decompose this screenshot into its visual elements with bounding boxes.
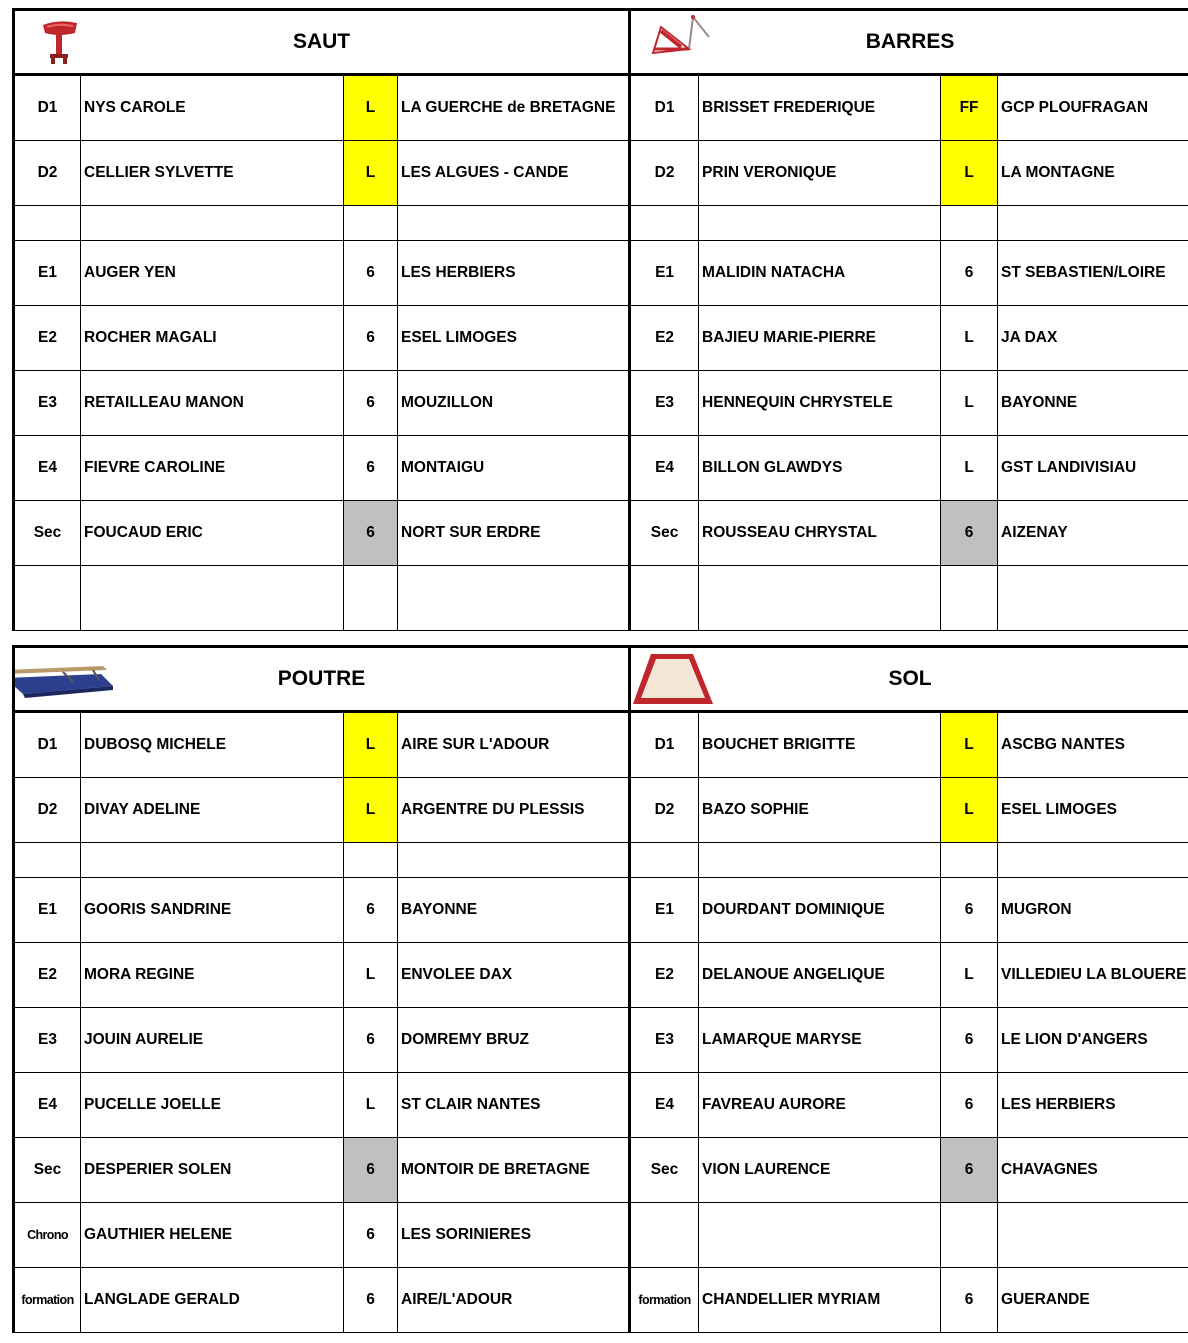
saut-level-cell: 6 — [344, 241, 398, 306]
poutre-name-cell: GOORIS SANDRINE — [81, 878, 344, 943]
saut-code-cell: E3 — [14, 371, 81, 436]
saut-name-cell — [81, 566, 344, 631]
poutre-level-cell: 6 — [344, 1268, 398, 1333]
judge-row — [14, 1073, 1188, 1138]
sol-name-cell: VION LAURENCE — [699, 1138, 941, 1203]
sol-name-cell: LAMARQUE MARYSE — [699, 1008, 941, 1073]
sol-club-cell: MUGRON — [998, 878, 1188, 943]
saut-club-cell — [398, 566, 630, 631]
poutre-level-cell: 6 — [344, 1138, 398, 1203]
barres-level-cell: 6 — [941, 241, 998, 306]
sol-code-cell — [630, 843, 699, 878]
judge-row — [14, 206, 1188, 241]
saut-name-cell: RETAILLEAU MANON — [81, 371, 344, 436]
sol-level-cell: 6 — [941, 1073, 998, 1138]
poutre-header — [14, 647, 630, 712]
barres-name-cell: PRIN VERONIQUE — [699, 141, 941, 206]
saut-club-cell: NORT SUR ERDRE — [398, 501, 630, 566]
saut-club-cell: ESEL LIMOGES — [398, 306, 630, 371]
sol-code-cell: E1 — [630, 878, 699, 943]
barres-club-cell — [998, 566, 1188, 631]
barres-club-cell — [998, 206, 1188, 241]
saut-code-cell — [14, 206, 81, 241]
poutre-code-cell — [14, 843, 81, 878]
poutre-level-cell: L — [344, 712, 398, 778]
top-table — [12, 8, 1188, 631]
judge-row — [14, 75, 1188, 141]
poutre-level-cell: 6 — [344, 878, 398, 943]
sol-level-cell: 6 — [941, 1008, 998, 1073]
sol-club-cell: LES HERBIERS — [998, 1073, 1188, 1138]
vault-table-icon — [39, 15, 81, 71]
top-block — [12, 8, 1188, 631]
saut-name-cell: CELLIER SYLVETTE — [81, 141, 344, 206]
barres-name-cell: MALIDIN NATACHA — [699, 241, 941, 306]
barres-club-cell: BAYONNE — [998, 371, 1188, 436]
poutre-code-cell: E3 — [14, 1008, 81, 1073]
judge-row — [14, 843, 1188, 878]
sol-code-cell: E3 — [630, 1008, 699, 1073]
barres-code-cell: E2 — [630, 306, 699, 371]
barres-name-cell: HENNEQUIN CHRYSTELE — [699, 371, 941, 436]
poutre-club-cell: AIRE/L'ADOUR — [398, 1268, 630, 1333]
poutre-title: POUTRE — [277, 667, 366, 690]
sol-level-cell: 6 — [941, 1138, 998, 1203]
barres-club-cell: GCP PLOUFRAGAN — [998, 75, 1188, 141]
barres-name-cell — [699, 566, 941, 631]
judge-row — [14, 141, 1188, 206]
saut-code-cell: Sec — [14, 501, 81, 566]
poutre-code-cell: D2 — [14, 778, 81, 843]
saut-code-cell: E1 — [14, 241, 81, 306]
saut-name-cell: AUGER YEN — [81, 241, 344, 306]
sol-club-cell: ASCBG NANTES — [998, 712, 1188, 778]
judge-row — [14, 566, 1188, 631]
judge-row — [14, 878, 1188, 943]
saut-name-cell: FIEVRE CAROLINE — [81, 436, 344, 501]
sol-club-cell: GUERANDE — [998, 1268, 1188, 1333]
sol-name-cell: DOURDANT DOMINIQUE — [699, 878, 941, 943]
floor-mat-icon — [631, 650, 717, 712]
poutre-level-cell: L — [344, 943, 398, 1008]
barres-club-cell: JA DAX — [998, 306, 1188, 371]
sol-club-cell — [998, 843, 1188, 878]
barres-code-cell — [630, 566, 699, 631]
top-header-row — [14, 10, 1188, 75]
barres-level-cell: L — [941, 306, 998, 371]
sol-name-cell — [699, 843, 941, 878]
judge-row — [14, 1268, 1188, 1333]
poutre-level-cell: 6 — [344, 1008, 398, 1073]
judge-row — [14, 778, 1188, 843]
barres-title: BARRES — [865, 30, 955, 53]
poutre-code-cell: Sec — [14, 1138, 81, 1203]
poutre-name-cell: DUBOSQ MICHELE — [81, 712, 344, 778]
barres-name-cell: BILLON GLAWDYS — [699, 436, 941, 501]
barres-level-cell — [941, 566, 998, 631]
poutre-club-cell: DOMREMY BRUZ — [398, 1008, 630, 1073]
barres-code-cell: D1 — [630, 75, 699, 141]
barres-name-cell — [699, 206, 941, 241]
poutre-code-cell: D1 — [14, 712, 81, 778]
saut-level-cell: 6 — [344, 436, 398, 501]
poutre-name-cell: GAUTHIER HELENE — [81, 1203, 344, 1268]
sol-name-cell: CHANDELLIER MYRIAM — [699, 1268, 941, 1333]
saut-club-cell: MOUZILLON — [398, 371, 630, 436]
judge-row — [14, 943, 1188, 1008]
balance-beam-icon — [14, 660, 116, 704]
sol-header — [630, 647, 1188, 712]
barres-code-cell — [630, 206, 699, 241]
barres-level-cell: L — [941, 371, 998, 436]
sol-name-cell: DELANOUE ANGELIQUE — [699, 943, 941, 1008]
barres-level-cell: 6 — [941, 501, 998, 566]
poutre-code-cell: E4 — [14, 1073, 81, 1138]
poutre-code-cell: E2 — [14, 943, 81, 1008]
poutre-code-cell: Chrono — [14, 1203, 81, 1268]
barres-club-cell: ST SEBASTIEN/LOIRE — [998, 241, 1188, 306]
barres-header — [630, 10, 1188, 75]
saut-level-cell: L — [344, 75, 398, 141]
poutre-code-cell: E1 — [14, 878, 81, 943]
poutre-club-cell — [398, 843, 630, 878]
barres-code-cell: D2 — [630, 141, 699, 206]
barres-level-cell — [941, 206, 998, 241]
uneven-bars-icon — [649, 13, 713, 63]
saut-code-cell — [14, 566, 81, 631]
judge-row — [14, 436, 1188, 501]
saut-title: SAUT — [292, 30, 351, 53]
sol-club-cell: LE LION D'ANGERS — [998, 1008, 1188, 1073]
saut-club-cell: LA GUERCHE de BRETAGNE — [398, 75, 630, 141]
poutre-level-cell: L — [344, 778, 398, 843]
barres-code-cell: E1 — [630, 241, 699, 306]
poutre-name-cell — [81, 843, 344, 878]
poutre-name-cell: DIVAY ADELINE — [81, 778, 344, 843]
sol-name-cell: BAZO SOPHIE — [699, 778, 941, 843]
sol-name-cell — [699, 1203, 941, 1268]
barres-club-cell: LA MONTAGNE — [998, 141, 1188, 206]
judge-row — [14, 306, 1188, 371]
sol-club-cell: ESEL LIMOGES — [998, 778, 1188, 843]
sol-level-cell — [941, 1203, 998, 1268]
saut-code-cell: D1 — [14, 75, 81, 141]
saut-code-cell: E2 — [14, 306, 81, 371]
barres-level-cell: L — [941, 436, 998, 501]
sol-code-cell: formation — [630, 1268, 699, 1333]
saut-name-cell — [81, 206, 344, 241]
judge-row — [14, 1138, 1188, 1203]
poutre-name-cell: DESPERIER SOLEN — [81, 1138, 344, 1203]
bottom-block — [12, 645, 1188, 1333]
saut-level-cell: 6 — [344, 501, 398, 566]
saut-header — [14, 10, 630, 75]
barres-code-cell: E3 — [630, 371, 699, 436]
sol-level-cell: L — [941, 943, 998, 1008]
sol-club-cell — [998, 1203, 1188, 1268]
poutre-club-cell: ENVOLEE DAX — [398, 943, 630, 1008]
judge-row — [14, 501, 1188, 566]
sol-level-cell: 6 — [941, 878, 998, 943]
sol-level-cell: 6 — [941, 1268, 998, 1333]
barres-level-cell: FF — [941, 75, 998, 141]
poutre-level-cell: L — [344, 1073, 398, 1138]
poutre-club-cell: ARGENTRE DU PLESSIS — [398, 778, 630, 843]
sol-club-cell: VILLEDIEU LA BLOUERE — [998, 943, 1188, 1008]
poutre-club-cell: MONTOIR DE BRETAGNE — [398, 1138, 630, 1203]
sol-name-cell: BOUCHET BRIGITTE — [699, 712, 941, 778]
judge-row — [14, 371, 1188, 436]
sol-name-cell: FAVREAU AURORE — [699, 1073, 941, 1138]
sol-code-cell — [630, 1203, 699, 1268]
judge-row — [14, 241, 1188, 306]
saut-level-cell — [344, 206, 398, 241]
sol-code-cell: Sec — [630, 1138, 699, 1203]
sol-code-cell: E4 — [630, 1073, 699, 1138]
saut-club-cell: MONTAIGU — [398, 436, 630, 501]
bottom-header-row — [14, 647, 1188, 712]
sol-code-cell: D2 — [630, 778, 699, 843]
barres-name-cell: BRISSET FREDERIQUE — [699, 75, 941, 141]
poutre-name-cell: JOUIN AURELIE — [81, 1008, 344, 1073]
sol-club-cell: CHAVAGNES — [998, 1138, 1188, 1203]
barres-name-cell: ROUSSEAU CHRYSTAL — [699, 501, 941, 566]
saut-name-cell: FOUCAUD ERIC — [81, 501, 344, 566]
saut-name-cell: NYS CAROLE — [81, 75, 344, 141]
judge-row — [14, 1008, 1188, 1073]
poutre-name-cell: LANGLADE GERALD — [81, 1268, 344, 1333]
barres-club-cell: AIZENAY — [998, 501, 1188, 566]
sol-level-cell — [941, 843, 998, 878]
poutre-club-cell: BAYONNE — [398, 878, 630, 943]
poutre-name-cell: PUCELLE JOELLE — [81, 1073, 344, 1138]
sol-code-cell: D1 — [630, 712, 699, 778]
saut-code-cell: D2 — [14, 141, 81, 206]
saut-level-cell: 6 — [344, 306, 398, 371]
judge-row — [14, 1203, 1188, 1268]
sol-level-cell: L — [941, 712, 998, 778]
poutre-code-cell: formation — [14, 1268, 81, 1333]
barres-code-cell: E4 — [630, 436, 699, 501]
poutre-level-cell — [344, 843, 398, 878]
saut-club-cell: LES ALGUES - CANDE — [398, 141, 630, 206]
saut-club-cell: LES HERBIERS — [398, 241, 630, 306]
poutre-name-cell: MORA REGINE — [81, 943, 344, 1008]
saut-level-cell: 6 — [344, 371, 398, 436]
saut-club-cell — [398, 206, 630, 241]
barres-club-cell: GST LANDIVISIAU — [998, 436, 1188, 501]
barres-code-cell: Sec — [630, 501, 699, 566]
bottom-table — [12, 645, 1188, 1333]
saut-level-cell — [344, 566, 398, 631]
saut-code-cell: E4 — [14, 436, 81, 501]
judge-row — [14, 712, 1188, 778]
barres-name-cell: BAJIEU MARIE-PIERRE — [699, 306, 941, 371]
sol-level-cell: L — [941, 778, 998, 843]
sol-code-cell: E2 — [630, 943, 699, 1008]
barres-level-cell: L — [941, 141, 998, 206]
poutre-club-cell: LES SORINIERES — [398, 1203, 630, 1268]
poutre-club-cell: AIRE SUR L'ADOUR — [398, 712, 630, 778]
saut-name-cell: ROCHER MAGALI — [81, 306, 344, 371]
poutre-club-cell: ST CLAIR NANTES — [398, 1073, 630, 1138]
sol-title: SOL — [888, 667, 932, 690]
poutre-level-cell: 6 — [344, 1203, 398, 1268]
saut-level-cell: L — [344, 141, 398, 206]
